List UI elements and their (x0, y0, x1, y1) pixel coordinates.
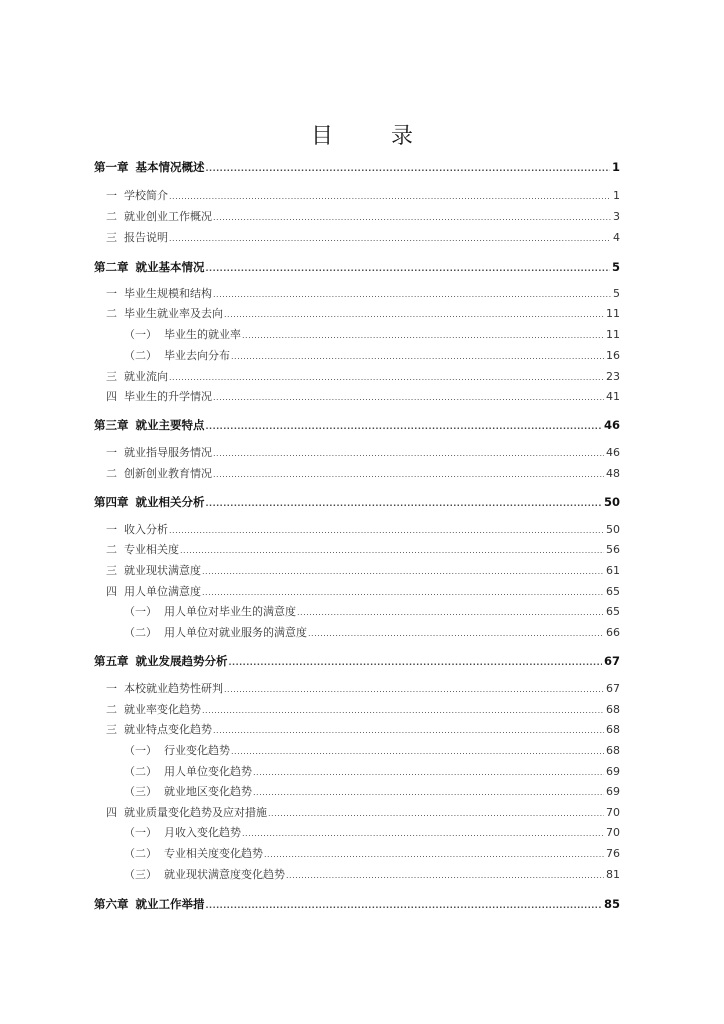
toc-subsection-entry[interactable] (124, 785, 620, 800)
toc-entry-title: 就业现状满意度变化趋势 (164, 868, 285, 881)
dot-leader (253, 766, 604, 780)
toc-entry-number: 第六章 (94, 897, 129, 911)
toc-entry-number: （二） (124, 626, 157, 639)
toc-entry-number: 二 (106, 307, 117, 320)
toc-entry-number: 一 (106, 523, 117, 536)
dot-leader (213, 724, 604, 738)
toc-entry-title: 就业率变化趋势 (124, 703, 201, 716)
toc-chapter-entry[interactable] (94, 260, 620, 276)
toc-entry-title: 就业质量变化趋势及应对措施 (124, 806, 267, 819)
toc-entry-title: 专业相关度变化趋势 (164, 847, 263, 860)
toc-entry-page-number: 65 (606, 585, 620, 598)
toc-entry-title: 就业指导服务情况 (124, 446, 212, 459)
toc-entry-title: 用人单位满意度 (124, 585, 201, 598)
toc-entry-page-number: 4 (613, 231, 620, 244)
dot-leader (180, 544, 604, 558)
dot-leader (308, 627, 604, 641)
toc-entry-title: 毕业去向分布 (164, 349, 230, 362)
toc-entry-page-number: 69 (606, 765, 620, 778)
toc-section-entry[interactable] (106, 210, 620, 225)
dot-leader (169, 524, 604, 538)
toc-subsection-entry[interactable] (124, 626, 620, 641)
toc-entry-title: 收入分析 (124, 523, 168, 536)
toc-subsection-entry[interactable] (124, 765, 620, 780)
toc-entry-page-number: 50 (603, 495, 620, 509)
dot-leader (286, 869, 604, 883)
dot-leader (213, 391, 604, 405)
toc-entry-page-number: 70 (606, 806, 620, 819)
dot-leader (213, 447, 604, 461)
toc-subsection-entry[interactable] (124, 826, 620, 841)
toc-entry-page-number: 46 (606, 446, 620, 459)
dot-leader (206, 420, 602, 434)
dot-leader (169, 232, 611, 246)
toc-entry-number: （三） (124, 868, 157, 881)
toc-entry-page-number: 11 (606, 328, 620, 341)
toc-entry-number: （一） (124, 744, 157, 757)
toc-entry-title: 学校简介 (124, 189, 168, 202)
toc-section-entry[interactable] (106, 287, 620, 302)
toc-section-entry[interactable] (106, 370, 620, 385)
toc-section-entry[interactable] (106, 806, 620, 821)
toc-entry-title: 用人单位变化趋势 (164, 765, 252, 778)
dot-leader (202, 704, 604, 718)
toc-entry-number: （二） (124, 847, 157, 860)
toc-entry-title: 基本情况概述 (135, 160, 205, 174)
toc-entry-page-number: 69 (606, 785, 620, 798)
toc-entry-title: 报告说明 (124, 231, 168, 244)
toc-entry-page-number: 81 (606, 868, 620, 881)
dot-leader (224, 683, 604, 697)
toc-chapter-entry[interactable] (94, 418, 620, 434)
toc-entry-number: 二 (106, 467, 117, 480)
toc-entry-page-number: 67 (603, 654, 620, 668)
toc-entry-page-number: 1 (613, 189, 620, 202)
toc-entry-number: 三 (106, 231, 117, 244)
toc-entry-number: 三 (106, 723, 117, 736)
toc-entry-number: （一） (124, 605, 157, 618)
toc-subsection-entry[interactable] (124, 605, 620, 620)
toc-entry-number: 四 (106, 390, 117, 403)
toc-section-entry[interactable] (106, 467, 620, 482)
dot-leader (268, 807, 604, 821)
toc-entry-number: 第四章 (94, 495, 129, 509)
toc-entry-page-number: 5 (611, 260, 620, 274)
toc-section-entry[interactable] (106, 682, 620, 697)
toc-entry-page-number: 46 (603, 418, 620, 432)
toc-entry-title: 毕业生的就业率 (164, 328, 241, 341)
toc-entry-page-number: 68 (606, 744, 620, 757)
toc-entry-number: 四 (106, 585, 117, 598)
toc-chapter-entry[interactable] (94, 160, 620, 176)
toc-entry-title: 用人单位对毕业生的满意度 (164, 605, 296, 618)
toc-chapter-entry[interactable] (94, 495, 620, 511)
dot-leader (169, 190, 611, 204)
dot-leader (213, 288, 611, 302)
toc-entry-page-number: 50 (606, 523, 620, 536)
dot-leader (213, 211, 611, 225)
toc-entry-title: 就业现状满意度 (124, 564, 201, 577)
toc-entry-title: 创新创业教育情况 (124, 467, 212, 480)
toc-entry-number: 第三章 (94, 418, 129, 432)
dot-leader (206, 162, 610, 176)
toc-entry-number: 三 (106, 370, 117, 383)
toc-entry-title: 毕业生的升学情况 (124, 390, 212, 403)
toc-entry-title: 就业创业工作概况 (124, 210, 212, 223)
toc-entry-number: 四 (106, 806, 117, 819)
toc-entry-page-number: 23 (606, 370, 620, 383)
dot-leader (231, 745, 604, 759)
toc-entry-page-number: 85 (603, 897, 620, 911)
toc-subsection-entry[interactable] (124, 349, 620, 364)
toc-subsection-entry[interactable] (124, 868, 620, 883)
toc-entry-number: （一） (124, 826, 157, 839)
toc-subsection-entry[interactable] (124, 328, 620, 343)
toc-section-entry[interactable] (106, 231, 620, 246)
dot-leader (213, 468, 604, 482)
toc-section-entry[interactable] (106, 523, 620, 538)
dot-leader (206, 262, 610, 276)
toc-entry-page-number: 16 (606, 349, 620, 362)
toc-section-entry[interactable] (106, 564, 620, 579)
toc-entry-number: 二 (106, 210, 117, 223)
toc-entry-page-number: 1 (611, 160, 620, 174)
toc-section-entry[interactable] (106, 446, 620, 461)
toc-entry-number: 一 (106, 287, 117, 300)
toc-entry-number: （二） (124, 349, 157, 362)
toc-entry-page-number: 68 (606, 723, 620, 736)
toc-entry-page-number: 67 (606, 682, 620, 695)
toc-entry-number: 第二章 (94, 260, 129, 274)
dot-leader (206, 497, 602, 511)
toc-chapter-entry[interactable] (94, 654, 620, 670)
toc-entry-title: 就业主要特点 (135, 418, 205, 432)
toc-entry-page-number: 76 (606, 847, 620, 860)
toc-section-entry[interactable] (106, 703, 620, 718)
toc-entry-page-number: 5 (613, 287, 620, 300)
toc-entry-title: 本校就业趋势性研判 (124, 682, 223, 695)
dot-leader (231, 350, 604, 364)
toc-subsection-entry[interactable] (124, 847, 620, 862)
toc-entry-title: 就业特点变化趋势 (124, 723, 212, 736)
dot-leader (206, 899, 602, 913)
dot-leader (242, 329, 604, 343)
toc-entry-page-number: 11 (606, 307, 620, 320)
toc-section-entry[interactable] (106, 307, 620, 322)
toc-entry-number: 一 (106, 682, 117, 695)
toc-section-entry[interactable] (106, 189, 620, 204)
toc-entry-number: 第五章 (94, 654, 129, 668)
toc-entry-title: 用人单位对就业服务的满意度 (164, 626, 307, 639)
toc-entry-number: 一 (106, 189, 117, 202)
dot-leader (297, 606, 604, 620)
toc-entry-number: 二 (106, 543, 117, 556)
dot-leader (264, 848, 604, 862)
toc-entry-number: 第一章 (94, 160, 129, 174)
toc-chapter-entry[interactable] (94, 897, 620, 913)
toc-section-entry[interactable] (106, 390, 620, 405)
toc-entry-page-number: 70 (606, 826, 620, 839)
toc-entry-number: （一） (124, 328, 157, 341)
dot-leader (169, 371, 604, 385)
toc-section-entry[interactable] (106, 543, 620, 558)
page-title: 目 录 (310, 124, 431, 149)
toc-entry-title: 就业流向 (124, 370, 168, 383)
dot-leader (253, 786, 604, 800)
dot-leader (229, 656, 602, 670)
toc-entry-page-number: 61 (606, 564, 620, 577)
toc-entry-page-number: 68 (606, 703, 620, 716)
toc-entry-page-number: 3 (613, 210, 620, 223)
toc-entry-title: 就业相关分析 (135, 495, 205, 509)
toc-entry-number: 一 (106, 446, 117, 459)
toc-entry-number: 二 (106, 703, 117, 716)
toc-entry-number: （二） (124, 765, 157, 778)
toc-entry-page-number: 56 (606, 543, 620, 556)
toc-entry-page-number: 66 (606, 626, 620, 639)
toc-entry-title: 月收入变化趋势 (164, 826, 241, 839)
dot-leader (242, 827, 604, 841)
dot-leader (224, 308, 604, 322)
toc-entry-title: 就业工作举措 (135, 897, 205, 911)
toc-entry-title: 就业基本情况 (135, 260, 205, 274)
toc-entry-title: 毕业生规模和结构 (124, 287, 212, 300)
toc-entry-number: 三 (106, 564, 117, 577)
toc-section-entry[interactable] (106, 585, 620, 600)
toc-entry-page-number: 65 (606, 605, 620, 618)
dot-leader (202, 565, 604, 579)
toc-entry-title: 行业变化趋势 (164, 744, 230, 757)
toc-entry-page-number: 48 (606, 467, 620, 480)
toc-subsection-entry[interactable] (124, 744, 620, 759)
toc-entry-number: （三） (124, 785, 157, 798)
toc-section-entry[interactable] (106, 723, 620, 738)
toc-entry-title: 就业地区变化趋势 (164, 785, 252, 798)
toc-entry-title: 专业相关度 (124, 543, 179, 556)
toc-entry-title: 就业发展趋势分析 (135, 654, 228, 668)
toc-entry-title: 毕业生就业率及去向 (124, 307, 223, 320)
dot-leader (202, 586, 604, 600)
toc-entry-page-number: 41 (606, 390, 620, 403)
